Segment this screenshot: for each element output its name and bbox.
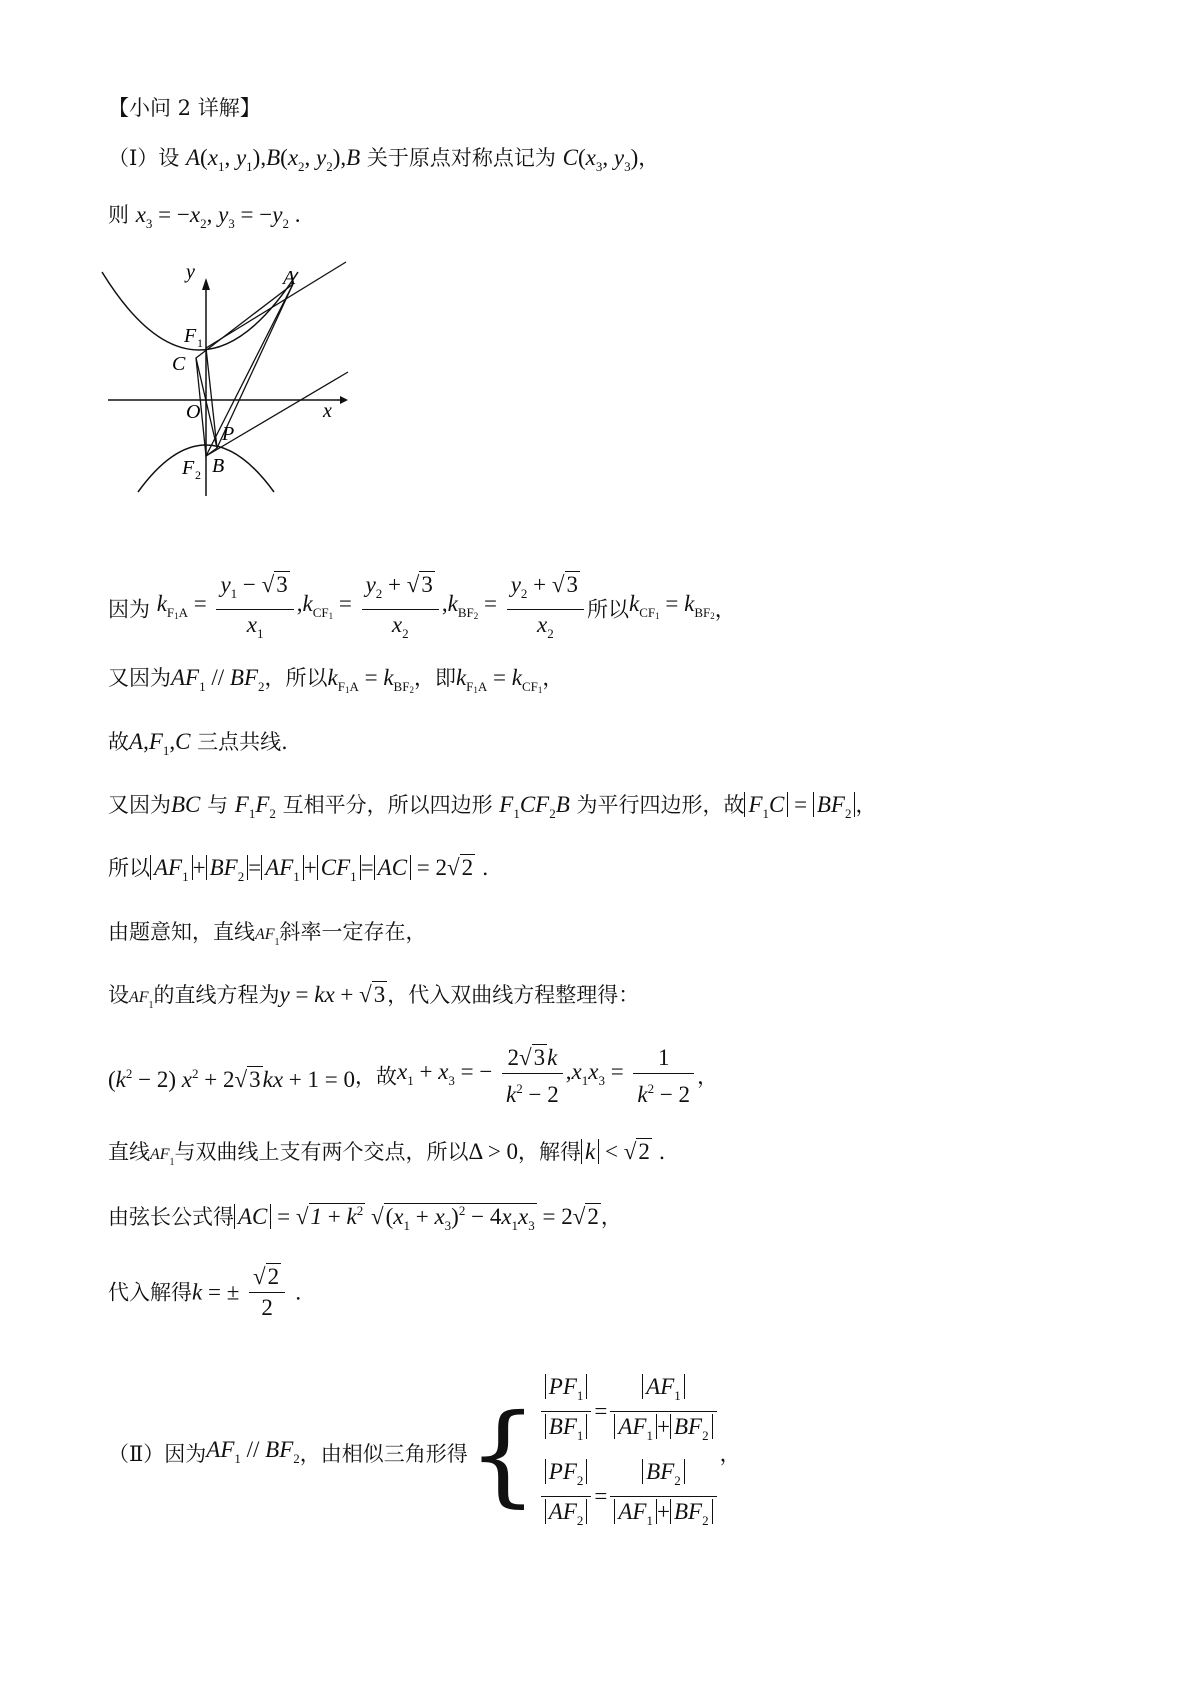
quadrilateral (196, 284, 293, 456)
p3-lead: 因为 (108, 597, 150, 622)
paragraph-14 (108, 1372, 741, 1536)
brace-icon: { (467, 1390, 538, 1518)
formula-sum-ac: $AF_1 + BF_2 = AF_1 + CF_1$ = AC = 2√2 (150, 854, 475, 880)
p7-lead: 所以 (108, 856, 150, 880)
p6-t3: 为平行四边形，故 (576, 793, 745, 817)
p4-t1: ，所以 (264, 666, 328, 690)
paragraph-12 (108, 1196, 622, 1241)
p13-lead: 代入解得 (108, 1280, 192, 1305)
formula-f1cf2b: $F_1CF_2B$ (499, 792, 570, 821)
paragraph-8 (108, 917, 427, 958)
p10-end: ， (697, 1064, 719, 1089)
label-x: x (323, 400, 332, 422)
paragraph-10 (108, 1043, 718, 1110)
p8-t1: 斜率一定存在， (279, 920, 427, 944)
formula-points-ab: $A(x_1$, $y_1),B(x_2$, $y_2),B$ (185, 145, 361, 174)
label-a: A (283, 267, 296, 289)
formula-f1f2: $F_1F_2$ (234, 792, 276, 821)
p9-lead: 设 (108, 983, 129, 1007)
formula-kf1a-eq-kcf1: $k_{F_1A} = k_{CF_1}$ (455, 665, 543, 695)
formula-bc: BC (171, 792, 201, 817)
p13-end: . (294, 1280, 302, 1305)
p11-t1: 与双曲线上支有两个交点，所以 (174, 1140, 469, 1164)
label-f2-sub: 2 (195, 468, 201, 482)
p12-end: ， (600, 1205, 622, 1229)
p9-t2: ，代入双曲线方程整理得： (387, 983, 640, 1007)
p3-mid: 所以 (587, 597, 630, 622)
p11-end: . (658, 1140, 666, 1164)
paragraph-7 (108, 853, 489, 892)
paragraph-3 (108, 570, 736, 649)
paragraph-5 (108, 727, 288, 766)
label-y: y (186, 261, 195, 283)
formula-kcf1: $,k_{CF_1}$ = (296, 590, 352, 621)
formula-af1-small: $AF_1$ (129, 989, 154, 1011)
p14-lead: （Ⅱ）因为 (108, 1442, 207, 1466)
formula-kbf2: $,k_{BF_2}$ = (441, 590, 498, 621)
paragraph-2 (108, 200, 300, 239)
y-axis-arrow-icon (202, 278, 210, 290)
p1-lead: （Ⅰ）设 (108, 146, 180, 170)
formula-kcf1-eq-kbf2: $k_{CF_1} = k_{BF_2}$ (629, 590, 715, 621)
label-f1-sub: 1 (197, 336, 203, 350)
section-heading: 【小问 2 详解】 (108, 96, 261, 120)
frac-kbf2: $\frac{y_2 + √3}{x_2}$ (507, 570, 584, 649)
paragraph-6 (108, 790, 876, 829)
p4-t2: ，即 (413, 666, 456, 690)
label-o: O (186, 401, 201, 423)
paragraph-11 (108, 1137, 665, 1178)
p11-t2: ，解得 (518, 1140, 582, 1164)
formula-f1c-eq-bf2: $F_1C = BF_2$ (744, 792, 855, 817)
p9-t1: 的直线方程为 (153, 983, 280, 1007)
formula-parallel-2: $AF_1 // BF_2$ (206, 1436, 300, 1466)
p1-end: ， (638, 146, 660, 170)
paragraph-13 (108, 1262, 302, 1323)
p6-end: ， (855, 793, 877, 817)
ratio-row-1: $\frac{PF_1}{BF_1}$ = $\frac{AF_1}{AF_1 + BF_2}$ (538, 1372, 720, 1451)
p14-t1: ，由相似三角形得 (299, 1442, 468, 1466)
p6-t2: 互相平分，所以四边形 (282, 793, 493, 817)
formula-kf1a-eq-kbf2: $k_{F_1A} = k_{BF_2}$ (327, 665, 414, 695)
frac-sum-roots: $\frac{2√3k}{k^2 - 2}$ (502, 1043, 563, 1110)
formula-delta: Δ > 0 (468, 1139, 519, 1164)
p2-lead: 则 (108, 203, 129, 227)
formula-product-roots: $,x_1x_3$ = (565, 1059, 624, 1088)
label-p: P (222, 423, 235, 445)
hyperbola-figure (108, 261, 348, 498)
system-of-ratios (538, 1372, 720, 1536)
label-b: B (212, 455, 225, 477)
p1-text: 关于原点对称点记为 (366, 146, 556, 170)
p3-end: ， (714, 597, 736, 622)
formula-collinear: $A,F_1,C$ (129, 729, 191, 758)
p6-t1: 与 (207, 793, 229, 817)
paragraph-9 (108, 980, 639, 1021)
frac-k-value: $\frac{√2}{2}$ (249, 1262, 285, 1323)
p6-lead: 又因为 (108, 793, 171, 817)
label-f2: F (182, 457, 195, 479)
paragraph-1 (108, 143, 659, 182)
p8-lead: 由题意知，直线 (108, 920, 255, 944)
p11-lead: 直线 (108, 1140, 150, 1164)
formula-k-bound: k < √2 (581, 1138, 652, 1164)
formula-chord: AC = $√1 + k^2$ $√(x_1 + x_3)^2 - 4x_1x_3 = 2√2$ (234, 1203, 601, 1229)
x-axis-arrow-icon (340, 396, 348, 404)
ratio-row-2: $\frac{PF_2}{AF_2}$ = $\frac{BF_2}{AF_1 + BF_2}$ (538, 1457, 720, 1536)
frac-product-roots: $\frac{1}{k^2 - 2}$ (633, 1043, 694, 1110)
p5-t1: 三点共线. (197, 730, 288, 754)
label-c: C (172, 353, 186, 375)
formula-line-eq: y = kx + √3 (279, 982, 386, 1007)
formula-point-c: $C(x_3$, $y_3$) (562, 145, 639, 174)
frac-kf1a: $\frac{y_1 - √3}{x_1}$ (216, 570, 293, 649)
formula-parallel: $AF_1 // BF_2$ (171, 665, 265, 694)
formula-sum-roots: $x_1 + x_3$ = − (396, 1059, 493, 1088)
formula-af1-small: $AF_1$ (255, 926, 280, 948)
p4-end: ， (542, 666, 564, 690)
formula-slopes: $k_{F_1A}$ = (156, 590, 207, 621)
p14-end: ， (719, 1442, 741, 1466)
p4-lead: 又因为 (108, 666, 171, 690)
p10-t1: ，故 (354, 1064, 397, 1089)
formula-quadratic: $(k^2 - 2) x^2 + 2√3kx + 1 = 0$ (108, 1065, 355, 1092)
formula-c-coords: $x_3 = -x_2$, $y_3 = -y_2$ . (135, 202, 301, 231)
p5-lead: 故 (108, 730, 129, 754)
p7-end: . (481, 856, 489, 880)
paragraph-4 (108, 663, 563, 705)
p12-lead: 由弦长公式得 (108, 1205, 234, 1229)
formula-k-value: k = ± (192, 1279, 240, 1305)
label-f1: F (184, 325, 197, 347)
frac-kcf1: $\frac{y_2 + √3}{x_2}$ (362, 570, 439, 649)
formula-af1-small: $AF_1$ (150, 1146, 175, 1168)
segment-f1b (206, 348, 217, 448)
